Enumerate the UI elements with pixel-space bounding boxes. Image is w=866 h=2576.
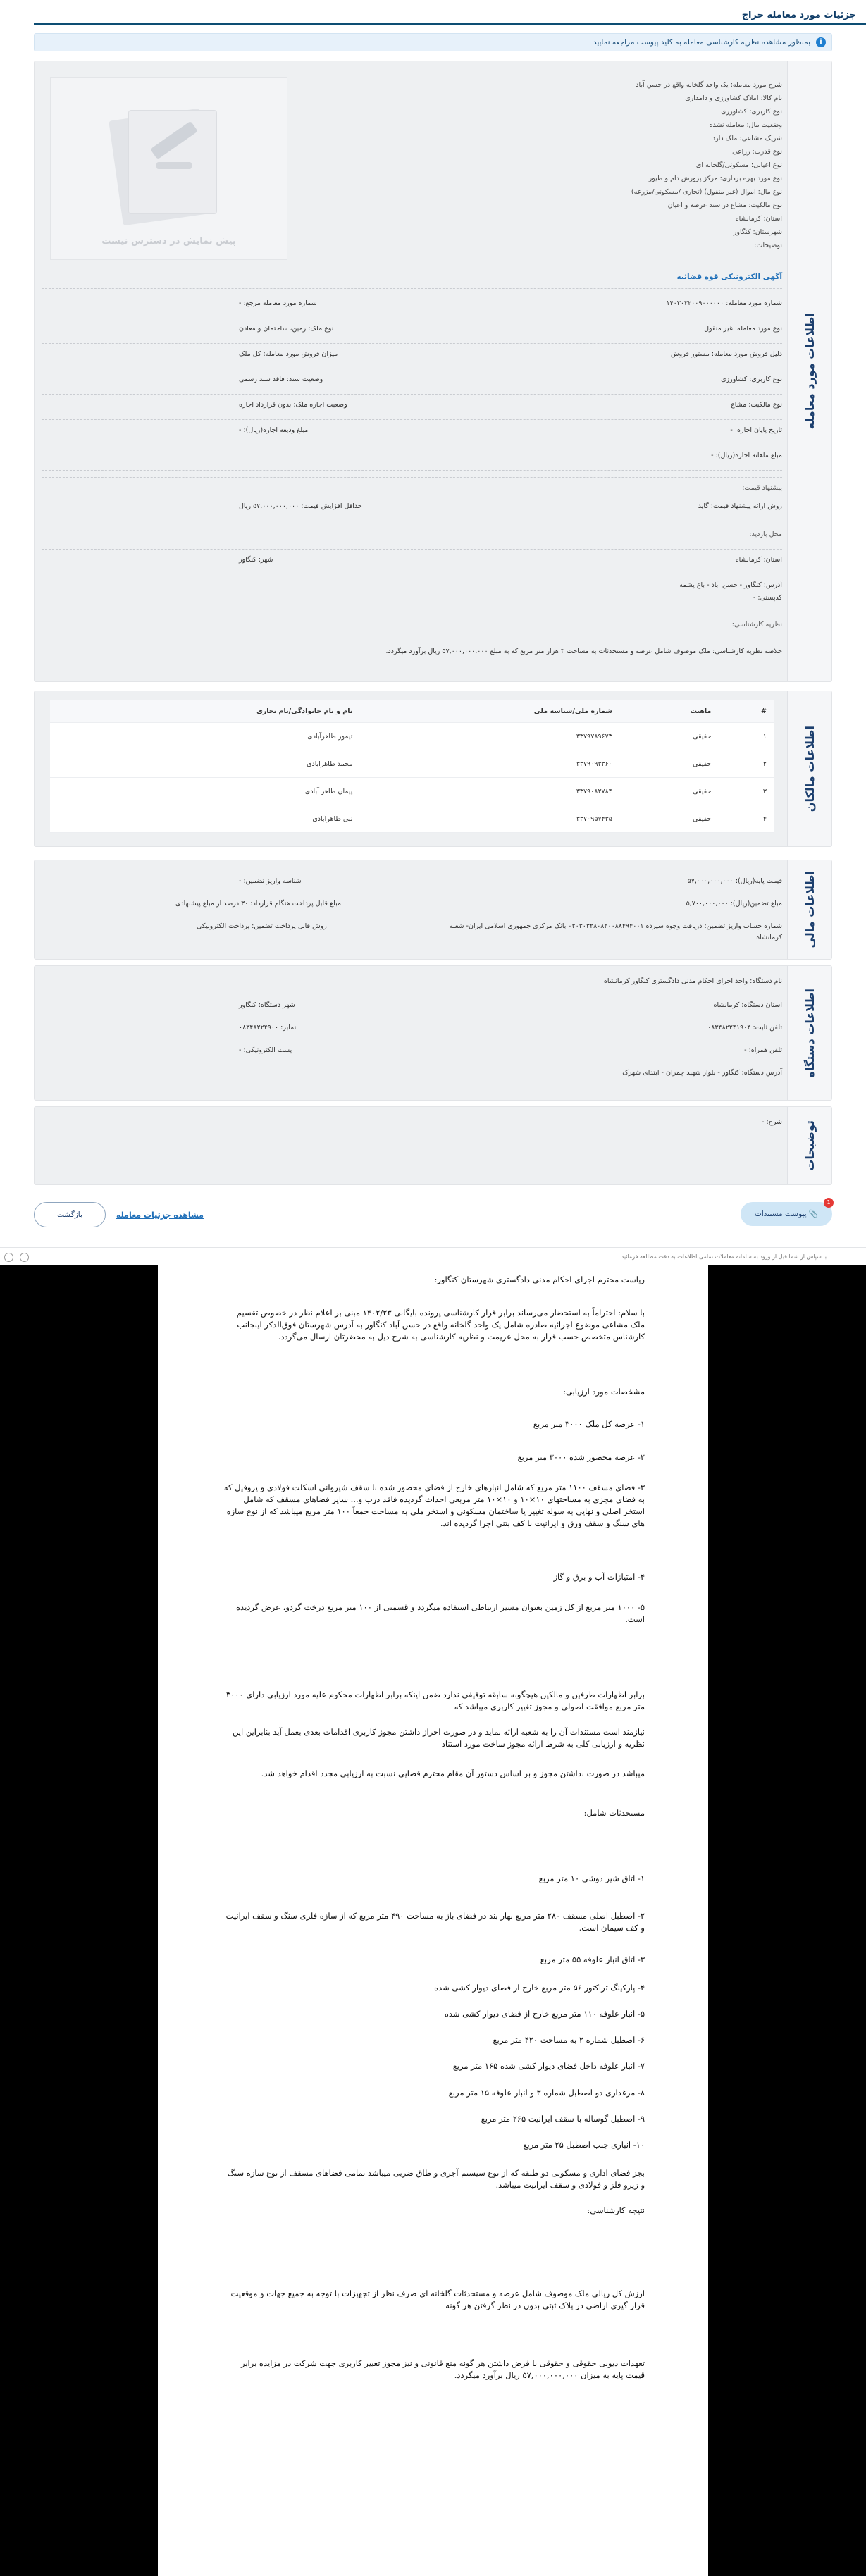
deal-section — [34, 61, 832, 682]
owners-cell: ۳۳۷۹۰۸۲۷۸۴ — [359, 778, 619, 805]
description-line: شریک مشاعی: ملک دارد — [712, 135, 782, 142]
scan-line: ۸- مرغداری دو اصطبل شماره ۳ و انبار علوفه ۱۵ متر مربع — [448, 2088, 645, 2098]
deal-field: نوع مورد معامله: غیر منقول — [704, 325, 782, 333]
owners-cell: حقیقی — [619, 750, 719, 778]
deal-field: نوع ملک: زمین، ساختمان و معادن — [239, 325, 334, 333]
scan-line: ۱- عرصه کل ملک ۳۰۰۰ متر مربع — [533, 1419, 645, 1429]
scan-line: ۱۰- انباری جنب اصطبل ۲۵ متر مربع — [523, 2140, 645, 2150]
divider — [42, 549, 782, 550]
deal-field: شماره مورد معامله: ۱۴۰۳۰۲۲۰۰۹۰۰۰۰۰۰ — [666, 299, 782, 307]
notes-text: شرح: - — [762, 1118, 782, 1126]
scan-line: ۲- اصطبل اصلی مسقف ۲۸۰ متر مربع بهار بند در فضای باز به مساحت ۴۹۰ متر مربع که از سازه فلزی سنگ و سقف ایرانیت و کف سیمان است. — [225, 1911, 645, 1933]
description-line: نوع مورد بهره برداری: مرکز پرورش دام و طیور — [648, 175, 782, 182]
deal-field: شماره مورد معامله مرجع: - — [239, 299, 317, 307]
notes-section — [34, 1106, 832, 1185]
owners-side-title: اطلاعات مالکان — [787, 691, 831, 846]
table-row — [50, 778, 774, 805]
owners-cell: محمد طاهرآبادی — [50, 750, 359, 778]
visit-city: شهر: کنگاور — [239, 556, 273, 564]
visit-title: محل بازدید: — [749, 531, 782, 538]
divider — [42, 470, 782, 471]
description-line: استان: کرمانشاه — [735, 215, 782, 223]
scan-line: ۹- اصطبل گوساله با سقف ایرانیت ۲۶۵ متر مربع — [481, 2114, 645, 2124]
deal-field: وضعیت سند: فاقد سند رسمی — [239, 376, 323, 383]
visit-postal: کدپستی: - — [753, 594, 782, 602]
scan-line: ۵- ۱۰۰۰ متر مربع از کل زمین بعنوان مسیر ارتباطی استفاده میگردد و قسمتی از ۱۰۰ متر مربع درخت گردو، عرض گردیده است. — [236, 1602, 645, 1624]
owners-cell: تیمور طاهرآبادی — [50, 723, 359, 750]
scan-line: بجز فضای اداری و مسکونی دو طبقه که از نوع سیستم آجری و طاق ضربی میباشد تمامی فضاهای مسقف از نوع سازه سنگ و زیرو فلز و فولادی و سقف ایرانیت میباشد. — [227, 2168, 645, 2190]
footer-text: با سپاس از شما قبل از ورود به سامانه معاملات تمامی اطلاعات به دقت مطالعه فرمائید. — [619, 1253, 827, 1260]
office-side-title: اطلاعات دستگاه — [787, 966, 831, 1100]
footer-strip — [0, 1247, 866, 1266]
title-rule — [34, 23, 866, 25]
divider — [42, 477, 782, 478]
scan-line: ارزش کل ریالی ملک موصوف شامل عرصه و مستحدثات گلخانه ای صرف نظر از تجهیزات با توجه به جمیع جهات و موقعیت قرار گیری اراضی در پلاک ثبتی بدون در نظر گرفتن هر گونه — [230, 2289, 645, 2310]
owners-table — [50, 700, 774, 833]
owners-cell: نبی طاهرآبادی — [50, 805, 359, 833]
scanned-document-viewer[interactable] — [0, 1265, 866, 2576]
scan-line: برابر اظهارات طرفین و مالکین هیچگونه سابقه توقیفی ندارد ضمن اینکه برابر اظهارات محکوم علیه مورد ارزیابی دارای ۳۰۰۰ متر مربع موافقت اصولی و مجوز تغییر کاربری میباشد که — [225, 1690, 645, 1711]
guarantee-amount: مبلغ تضمین(ریال): ۵,۷۰۰,۰۰۰,۰۰۰ — [686, 900, 782, 908]
description-line: شرح مورد معامله: یک واحد گلخانه واقع در حسن آباد — [636, 81, 782, 89]
owners-cell: ۳۳۷۰۹۵۷۴۳۵ — [359, 805, 619, 833]
scan-line: نیازمند است مستندات آن را به شعبه ارائه نماید و در صورت احراز داشتن مجوز کاربری اقدامات بعدی بعمل آید بنابراین این نظریه و ارزیابی کلی به شرط ارائه مجوز ساخت مورد استناد — [233, 1727, 645, 1749]
owners-section — [34, 691, 832, 847]
back-button[interactable]: بازگشت — [34, 1202, 106, 1227]
view-details-link[interactable]: مشاهده جزئیات معامله — [116, 1210, 204, 1220]
notes-side-title: توضیحات — [787, 1107, 831, 1184]
office-mobile: تلفن همراه: - — [744, 1046, 782, 1054]
finance-side-title: اطلاعات مالی — [787, 860, 831, 959]
owners-cell: ۱ — [718, 723, 774, 750]
owners-header-cell: # — [718, 700, 774, 723]
attachment-count-badge: 1 — [824, 1198, 834, 1208]
visit-province: استان: کرمانشاه — [735, 556, 782, 564]
deal-field: میزان فروش مورد معامله: کل ملک — [239, 350, 338, 358]
visit-address: آدرس: کنگاور - حسن آباد - باغ پشمه — [679, 581, 782, 589]
finance-section — [34, 860, 832, 960]
deal-field: مبلغ ماهانه اجاره(ریال): - — [711, 452, 782, 459]
description-line: شهرستان: کنگاور — [733, 228, 782, 236]
scan-line: ۲- عرصه محصور شده ۳۰۰۰ متر مربع — [517, 1452, 645, 1462]
scan-line: مشخصات مورد ارزیابی: — [563, 1387, 645, 1397]
scan-line: میباشد در صورت نداشتن مجوز و بر اساس دستور آن مقام محترم قضایی نسبت به ارزیابی مجدد اقدام خواهد شد. — [261, 1769, 645, 1778]
owners-cell: حقیقی — [619, 805, 719, 833]
scan-line: نتیجه کارشناسی: — [587, 2205, 645, 2215]
description-line: نوع اعیانی: مسکونی/گلخانه ای — [695, 161, 782, 169]
scan-line: ریاست محترم اجرای احکام مدنی دادگستری شهرستان کنگاور: — [434, 1275, 645, 1284]
description-line: وضعیت مال: معامله نشده — [709, 121, 782, 129]
logo-icon — [20, 1253, 29, 1262]
scan-line: مستحدثات شامل: — [583, 1808, 645, 1818]
scan-line: تعهدات دیونی حقوقی و حقوقی با فرض داشتن هر گونه منع قانونی و نیز مجوز تغییر کاربری جهت شرکت در مزایده برابر قیمت پایه به میزان ۵۷,۰۰۰,۰۰۰,۰۰۰ ریال برآورد میگردد. — [240, 2358, 645, 2380]
office-city: شهر دستگاه: کنگاور — [239, 1001, 295, 1009]
description-line: توضیحات: — [754, 242, 782, 249]
deal-field: مبلغ ودیعه اجاره(ریال): - — [239, 426, 309, 434]
owners-header-cell: شماره ملی/شناسه ملی — [359, 700, 619, 723]
deal-field: وضعیت اجاره ملک: بدون قرارداد اجاره — [239, 401, 347, 409]
attachments-button[interactable]: 📎 پیوست مستندات 1 — [741, 1202, 832, 1226]
table-row — [50, 805, 774, 833]
scan-line: ۷- انبار علوفه داخل فضای دیوار کشی شده ۱۶۵ متر مربع — [452, 2061, 645, 2071]
description-line: نوع قدرت: زراعی — [732, 148, 782, 156]
paperclip-icon: 📎 — [806, 1210, 819, 1218]
price-method: روش ارائه پیشنهاد قیمت: گاید — [698, 502, 782, 510]
emblem-icon — [4, 1253, 13, 1262]
office-section — [34, 965, 832, 1101]
min-increase: حداقل افزایش قیمت: ۵۷,۰۰۰,۰۰۰,۰۰۰ ریال — [239, 502, 362, 510]
divider — [42, 419, 782, 420]
office-fax: نمابر: ۰۸۳۴۸۲۲۴۹۰۰ — [239, 1024, 297, 1032]
top-bar — [0, 0, 866, 35]
scan-line: ۳- اتاق انبار علوفه ۵۵ متر مربع — [540, 1955, 645, 1964]
expert-summary: خلاصه نظریه کارشناسی: ملک موصوف شامل عرصه و مستحدثات به مساحت ۳ هزار متر مربع که به مبلغ ۵۷,۰۰۰,۰۰۰,۰۰۰ ریال برآورد میگردد. — [385, 648, 782, 655]
description-line: نوع کاربری: کشاورزی — [721, 108, 782, 116]
divider — [42, 343, 782, 344]
office-province: استان دستگاه: کرمانشاه — [713, 1001, 782, 1009]
owners-cell: ۳۳۷۹۷۸۹۶۷۳ — [359, 723, 619, 750]
owners-cell: پیمان طاهر آبادی — [50, 778, 359, 805]
description-line: نوع مالکیت: مشاع در سند عرصه و اعیان — [667, 202, 782, 209]
price-title: پیشنهاد قیمت: — [742, 484, 782, 492]
page-title: جزئیات مورد معامله حراج — [741, 10, 856, 20]
contract-payment: مبلغ قابل پرداخت هنگام قرارداد: ۳۰ درصد از مبلغ پیشنهادی — [175, 900, 342, 908]
info-icon: i — [816, 37, 826, 47]
office-address: آدرس دستگاه: کنگاور - بلوار شهید چمران - ابتدای شهرک — [622, 1069, 782, 1077]
owners-cell: ۲ — [718, 750, 774, 778]
office-name: نام دستگاه: واحد اجرای احکام مدنی دادگستری کنگاور کرمانشاه — [603, 977, 782, 985]
owners-cell: ۴ — [718, 805, 774, 833]
table-row — [50, 723, 774, 750]
scan-line: ۶- اصطبل شماره ۲ به مساحت ۴۲۰ متر مربع — [493, 2035, 645, 2045]
info-banner — [34, 33, 832, 51]
guarantee-account-branch: کرمانشاه — [756, 934, 782, 941]
info-text: بمنظور مشاهده نظریه کارشناسی معامله به کلید پیوست مراجعه نمایید — [593, 38, 810, 47]
judiciary-ad-link[interactable]: آگهی الکترونیکی قوه قضائیه — [676, 273, 782, 281]
table-row — [50, 750, 774, 778]
base-price: قیمت پایه(ریال): ۵۷,۰۰۰,۰۰۰,۰۰۰ — [687, 877, 782, 885]
divider — [42, 394, 782, 395]
office-email: پست الکترونیکی: - — [239, 1046, 292, 1054]
scan-line: ۴- پارکینگ تراکتور ۵۶ متر مربع خارج از فضای دیوار کشی شده — [434, 1983, 645, 1993]
description-line: نام کالا: املاک کشاورزی و دامداری — [685, 94, 782, 102]
deal-field: نوع کاربری: کشاورزی — [721, 376, 782, 383]
scan-line: با سلام: احتراماً به استحضار می‌رساند برابر قرار کارشناسی پرونده بایگانی ۱۴۰۲/۲۳ مبنی بر اعلام نظر در خصوص تقسیم ملک مشاعی موضوع اجرائیه صادره شامل یک واحد گلخانه واقع در حسن آباد کنگاور به آدرس شهرستان فوق‌الذکر اینجانب کارشناس متخصص حسب قرار به محل عزیمت و نظریه کارشناسی به شرح ذیل به محضرتان ارسال می‌گردد. — [236, 1308, 645, 1342]
deal-field: دلیل فروش مورد معامله: مستور فروش — [670, 350, 782, 358]
deal-field: تاریخ پایان اجاره: - — [730, 426, 782, 434]
expert-title: نظریه کارشناسی: — [731, 621, 782, 628]
photo-placeholder — [50, 77, 287, 260]
guarantee-id: شناسه واریز تضمین: - — [239, 877, 302, 885]
scan-line: ۵- انبار علوفه ۱۱۰ متر مربع خارج از فضای دیوار کشی شده — [444, 2009, 645, 2019]
scanned-page — [158, 1265, 708, 2576]
divider — [42, 288, 782, 289]
owners-cell: حقیقی — [619, 778, 719, 805]
owners-header-cell: ماهیت — [619, 700, 719, 723]
deal-field: نوع مالکیت: مشاع — [731, 401, 782, 409]
photo-caption: پیش نمایش در دسترس نیست — [101, 236, 236, 247]
scan-line: ۳- فضای مسقف ۱۱۰۰ متر مربع که شامل انبارهای خارج از فضای محصور شده با سقف شیروانی اسکلت فولادی و پروفیل که به فضای مجزی به مساحتهای ۱۰×۱۰ و ۱۰×۱۰ متر مربعی احداث گردیده فاقد درب و... سایر فضاهای مسقف که شامل استخر اصلی و نهایی به سوله تغییر یا ساختمان مسکونی و استخر ملی به مساحت جمعاً ۱۰۰ متر مربع میباشد که از نوع سازه های سنگ و سقف ورق و ایرانیت با کف بتنی اجرا گردیده اند. — [223, 1482, 645, 1528]
guarantee-account: شماره حساب واریز تضمین: دریافت وجوه سپرده ۰۲۰۳۰۳۲۸۰۸۲۰۰۸۸۴۹۴۰۰۱ بانک مرکزی جمهوری اسلامی ایران- شعبه — [450, 922, 782, 930]
guarantee-method: روش قابل پرداخت تضمین: پرداخت الکترونیکی — [197, 922, 327, 930]
scan-line: ۱- اتاق شیر دوشی ۱۰ متر مربع — [538, 1874, 645, 1883]
scan-line: ۴- امتیازات آب و برق و گاز — [553, 1572, 645, 1582]
owners-cell: ۳ — [718, 778, 774, 805]
owners-cell: ۳۳۷۹۰۹۳۳۶۰ — [359, 750, 619, 778]
office-phone: تلفن ثابت: ۰۸۳۴۸۲۲۴۱۹۰۴ — [707, 1024, 782, 1032]
owners-header-cell: نام و نام خانوادگی/نام تجاری — [50, 700, 359, 723]
owners-cell: حقیقی — [619, 723, 719, 750]
description-line: نوع مال: اموال (غیر منقول) (تجاری /مسکونی/مزرعه) — [631, 188, 782, 196]
deal-side-title: اطلاعات مورد معامله — [787, 61, 831, 681]
